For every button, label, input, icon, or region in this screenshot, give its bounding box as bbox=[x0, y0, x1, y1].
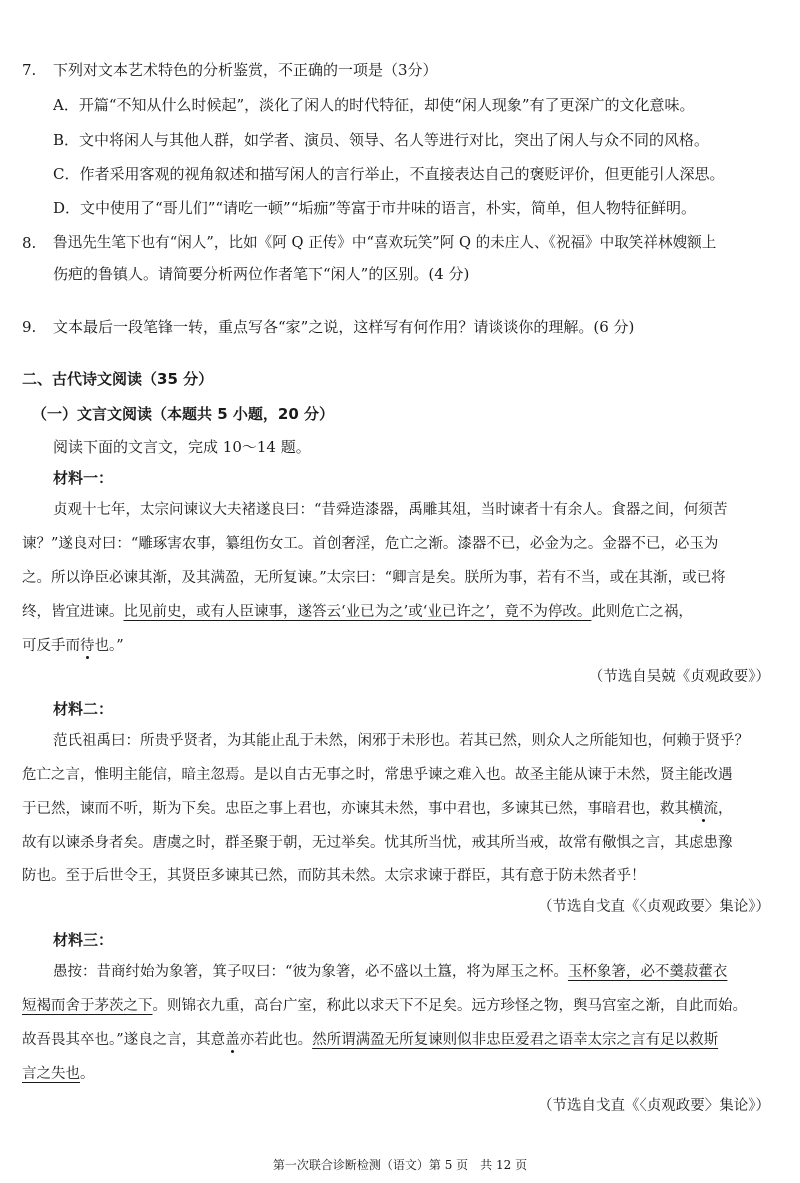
material-3-label: 材料三： bbox=[53, 931, 114, 949]
material-3-line-4-end: 。 bbox=[80, 1066, 95, 1082]
q7-option-d: D．文中使用了“哥儿们”“请吃一顿”“垢痂”等富于市井味的语言，朴实，简单，但人物特征鲜明。 bbox=[53, 199, 697, 217]
material-3-line-1-start: 愚按：昔商纣始为象箸，箕子叹曰：“彼为象箸，必不盛以土簋，将为犀玉之杯。 bbox=[53, 964, 568, 980]
reading-instruction: 阅读下面的文言文，完成 10～14 题。 bbox=[53, 438, 311, 456]
q8-line-1: 鲁迅先生笔下也有“闲人”，比如《阿 Q 正传》中“喜欢玩笑”阿 Q 的未庄人、《祝福》中取笑祥林嫂额上 bbox=[53, 234, 717, 251]
q9-number: 9. bbox=[22, 318, 37, 336]
material-1-underlined-sentence: 比见前史，或有人臣谏事，遂答云‘业已为之’或‘业已许之’，竟不为停改。 bbox=[123, 604, 592, 620]
material-2-line-3 bbox=[22, 799, 733, 819]
material-1-line-3: 之。所以诤臣必谏其渐，及其满盈，无所复谏。”太宗曰：“卿言是矣。朕所为事，若有不当，或在其渐，或已将 bbox=[22, 570, 726, 586]
material-3-underlined-sentence: 然所谓满盈无所复谏则似非忠臣爱君之语幸太宗之言有足以救斯 bbox=[312, 1032, 719, 1048]
section-2-subtitle: （一）文言文阅读（本题共 5 小题，20 分） bbox=[32, 405, 334, 423]
material-3-line-2 bbox=[22, 996, 747, 1016]
q7-number: 7. bbox=[22, 61, 37, 79]
material-2-line-3-end: ， bbox=[718, 801, 733, 817]
material-3-underlined-phrase-2: 短褐而舍于茅茨之下 bbox=[22, 998, 153, 1014]
material-1-line-5 bbox=[22, 636, 124, 656]
material-2-line-3-start: 于已然，谏而不听，斯为下矣。忠臣之事上君也，亦谏其未然，事中君也，多谏其已然，事暗君也，救其 bbox=[22, 801, 689, 817]
material-2-source: （节选自戈直《〈贞观政要〉集论》） bbox=[538, 899, 770, 915]
material-3-line-3-mid: 亦若此也。 bbox=[239, 1032, 313, 1048]
material-1-line-4-end: 此则危亡之祸， bbox=[591, 604, 693, 620]
q7-stem: 下列对文本艺术特色的分析鉴赏，不正确的一项是（3分） bbox=[53, 61, 438, 79]
q7-option-c: C．作者采用客观的视角叙述和描写闲人的言行举止，不直接表达自己的褒贬评价，但更能引人深思。 bbox=[53, 165, 725, 183]
material-3-line-4 bbox=[22, 1064, 95, 1084]
material-3-underlined-phrase-1: 玉杯象箸，必不羹菽藿衣 bbox=[567, 964, 728, 980]
q7-option-b: B．文中将闲人与其他人群，如学者、演员、领导、名人等进行对比，突出了闲人与众不同的风格。 bbox=[53, 131, 710, 149]
page-footer: 第一次联合诊断检测（语文）第 5 页 共 12 页 bbox=[272, 1158, 528, 1172]
q7-option-a: A．开篇“不知从什么时候起”，淡化了闲人的时代特征，却使“闲人现象”有了更深广的文化意味。 bbox=[53, 96, 695, 114]
material-1-dotted-char: 待 bbox=[80, 638, 95, 654]
material-1-label: 材料一： bbox=[53, 469, 114, 487]
material-3-line-3 bbox=[22, 1030, 718, 1050]
material-2-line-2: 危亡之言，惟明主能信，暗主忽焉。是以自古无事之时，常患乎谏之难入也。故圣主能从谏于未然，贤主能改遇 bbox=[22, 767, 733, 783]
material-1-line-1: 贞观十七年，太宗问谏议大夫褚遂良曰：“昔舜造漆器，禹雕其俎，当时谏者十有余人。食器之间，何须苦 bbox=[53, 502, 728, 518]
section-2-title: 二、古代诗文阅读（35 分） bbox=[22, 370, 214, 388]
material-3-underlined-sentence-end: 言之失也 bbox=[22, 1066, 80, 1082]
material-1-line-5-end: 也。” bbox=[94, 638, 124, 654]
material-1-line-4 bbox=[22, 602, 693, 622]
material-1-line-2: 谏？”遂良对曰：“雕琢害农事，纂组伤女工。首创奢淫，危亡之渐。漆器不已，必金为之。金器不已，必玉为 bbox=[22, 536, 719, 552]
material-2-line-4: 故有以谏杀身者矣。唐虞之时，群圣聚于朝，无过举矣。忧其所当忧，戒其所当戒，故常有儆惧之言，其虑患豫 bbox=[22, 835, 733, 851]
material-3-source: （节选自戈直《〈贞观政要〉集论》） bbox=[538, 1098, 770, 1114]
material-3-line-2-end: 。则锦衣九重，高台广室，称此以求天下不足矣。远方珍怪之物，舆马宫室之渐，自此而始。 bbox=[152, 998, 747, 1014]
material-3-dotted-char: 盖 bbox=[225, 1032, 240, 1048]
q8-number: 8. bbox=[22, 234, 37, 252]
material-2-line-5: 防也。至于后世令王，其贤臣多谏其已然，而防其未然。太宗求谏于群臣，其有意于防未然者乎！ bbox=[22, 868, 646, 884]
material-2-label: 材料二： bbox=[53, 700, 114, 718]
q8-line-2: 伤疤的鲁镇人。请简要分析两位作者笔下“闲人”的区别。(4 分) bbox=[53, 265, 470, 283]
material-1-source: （节选自吴兢《贞观政要》） bbox=[588, 669, 770, 685]
material-1-line-5-start: 可反手而 bbox=[22, 638, 80, 654]
material-3-line-1 bbox=[53, 962, 727, 982]
material-2-line-1: 范氏祖禹曰：所贵乎贤者，为其能止乱于未然，闲邪于未形也。若其已然，则众人之所能知也，何赖于贤乎？ bbox=[53, 733, 749, 749]
material-2-dotted-word: 横流 bbox=[689, 801, 718, 817]
material-1-line-4-start: 终，皆宜进谏。 bbox=[22, 604, 124, 620]
material-3-line-3-start: 故吾畏其卒也。”遂良之言，其意 bbox=[22, 1032, 226, 1048]
q9-text: 文本最后一段笔锋一转，重点写各“家”之说，这样写有何作用？请谈谈你的理解。(6 分) bbox=[53, 318, 635, 336]
